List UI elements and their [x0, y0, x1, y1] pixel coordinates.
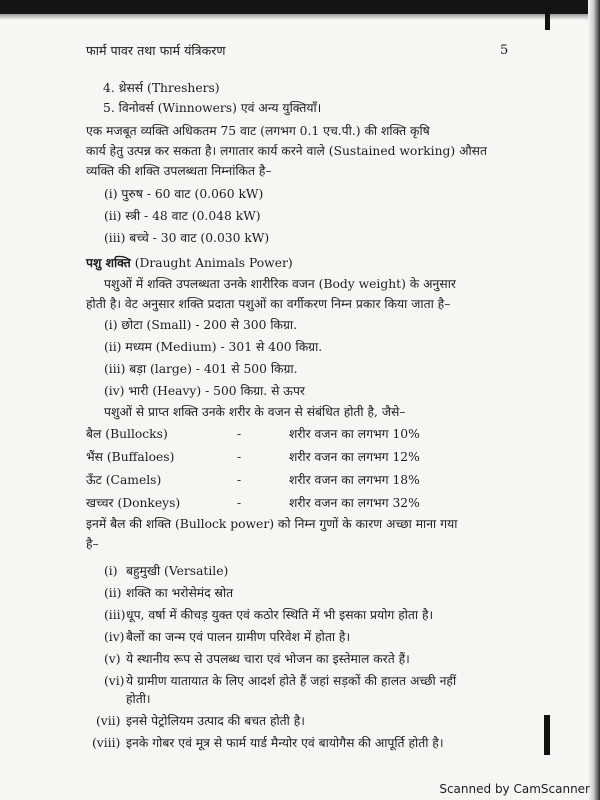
quality-item [92, 733, 444, 753]
animal-dash: - [237, 427, 242, 441]
weight-class-item: (ii) मध्यम (Medium) - 301 से 400 किग्रा. [104, 340, 323, 354]
animal-dash: - [237, 496, 242, 510]
quality-number: (vi) [104, 674, 125, 688]
quality-number: (vii) [96, 714, 121, 728]
quality-item [96, 711, 305, 731]
quality-text: इनसे पेट्रोलियम उत्पाद की बचत होती है। [126, 714, 305, 728]
quality-text: ये ग्रामीण यातायात के लिए आदर्श होते हैं जहां सड़कों की हालत अच्छी नहीं [126, 674, 457, 688]
quality-number: (i) [104, 564, 118, 578]
paragraph-line: इनमें बैल की शक्ति (Bullock power) को निम्न गुणों के कारण अच्छा माना गया [86, 517, 458, 531]
quality-number: (viii) [92, 736, 121, 750]
weight-class-item: (iv) भारी (Heavy) - 500 किग्रा. से ऊपर [104, 384, 305, 398]
scanner-watermark: Scanned by CamScanner [439, 782, 590, 796]
animal-dash: - [237, 473, 242, 487]
paragraph-line: है– [86, 537, 99, 551]
weight-class-item: (iii) बड़ा (large) - 401 से 500 किग्रा. [104, 362, 298, 376]
quality-item [104, 561, 228, 581]
quality-text: शक्ति का भरोसेमंद स्रोत [126, 586, 234, 600]
quality-item [104, 583, 233, 603]
section-heading-hindi: पशु शक्ति [86, 255, 131, 270]
animal-power-value: शरीर वजन का लगभग 18% [289, 473, 420, 487]
page-number: 5 [500, 43, 509, 58]
quality-item [104, 627, 350, 647]
section-heading [86, 253, 293, 273]
animal-name: भैंस (Buffaloes) [86, 450, 175, 464]
quality-number: (iv) [104, 630, 125, 644]
running-header-title: फार्म पावर तथा फार्म यंत्रिकरण [86, 43, 226, 58]
section-heading-english: (Draught Animals Power) [134, 256, 293, 270]
list-item: 4. थ्रेसर्स (Threshers) [103, 81, 220, 95]
human-power-item: (i) पुरुष - 60 वाट (0.060 kW) [104, 187, 264, 201]
paragraph-line: व्यक्ति की शक्ति उपलब्धता निम्नांकित है– [86, 164, 272, 178]
weight-class-item: (i) छोटा (Small) - 200 से 300 किग्रा. [104, 318, 298, 332]
animal-power-value: शरीर वजन का लगभग 12% [289, 450, 420, 464]
human-power-item: (ii) स्त्री - 48 वाट (0.048 kW) [104, 209, 261, 223]
animal-name: खच्चर (Donkeys) [86, 496, 181, 510]
paragraph-line: पशुओं में शक्ति उपलब्धता उनके शारीरिक वजन (Body weight) के अनुसार [104, 277, 456, 291]
list-item: 5. विनोवर्स (Winnowers) एवं अन्य युक्तियाँ। [103, 101, 322, 115]
quality-number: (ii) [104, 586, 122, 600]
animal-name: बैल (Bullocks) [86, 427, 168, 441]
animal-power-value: शरीर वजन का लगभग 10% [289, 427, 420, 441]
animal-name: ऊँट (Camels) [86, 473, 162, 487]
quality-item-continued [104, 689, 151, 709]
paragraph-line: एक मजबूत व्यक्ति अधिकतम 75 वाट (लगभग 0.1 एच.पी.) की शक्ति कृषि [86, 124, 430, 138]
quality-item [104, 605, 433, 625]
quality-number: (v) [104, 652, 121, 666]
quality-text: बैलों का जन्म एवं पालन ग्रामीण परिवेश में होता है। [126, 630, 351, 644]
quality-text: ये स्थानीय रूप से उपलब्ध चारा एवं भोजन का इस्तेमाल करते हैं। [126, 652, 410, 666]
human-power-item: (iii) बच्चे - 30 वाट (0.030 kW) [104, 231, 270, 245]
animal-power-value: शरीर वजन का लगभग 32% [289, 496, 420, 510]
paragraph-line: होती है। वेट अनुसार शक्ति प्रदाता पशुओं का वर्गीकरण निम्न प्रकार किया जाता है– [86, 297, 451, 311]
paragraph-line: कार्य हेतु उत्पन्न कर सकता है। लगातार कार्य करने वाले (Sustained working) औसत [86, 144, 488, 158]
quality-item [104, 671, 456, 691]
quality-text: इनके गोबर एवं मूत्र से फार्म यार्ड मैन्योर एवं बायोगैस की आपूर्ति होती है। [126, 736, 444, 750]
quality-text: बहुमुखी (Versatile) [126, 564, 229, 578]
quality-text: धूप, वर्षा में कीचड़ युक्त एवं कठोर स्थिति में भी इसका प्रयोग होता है। [126, 608, 434, 622]
quality-number: (iii) [104, 608, 126, 622]
paragraph-line: पशुओं से प्राप्त शक्ति उनके शरीर के वजन से संबंधित होती है, जैसे– [104, 405, 406, 419]
quality-text: होती। [126, 692, 151, 706]
quality-item [104, 649, 410, 669]
animal-dash: - [237, 450, 242, 464]
